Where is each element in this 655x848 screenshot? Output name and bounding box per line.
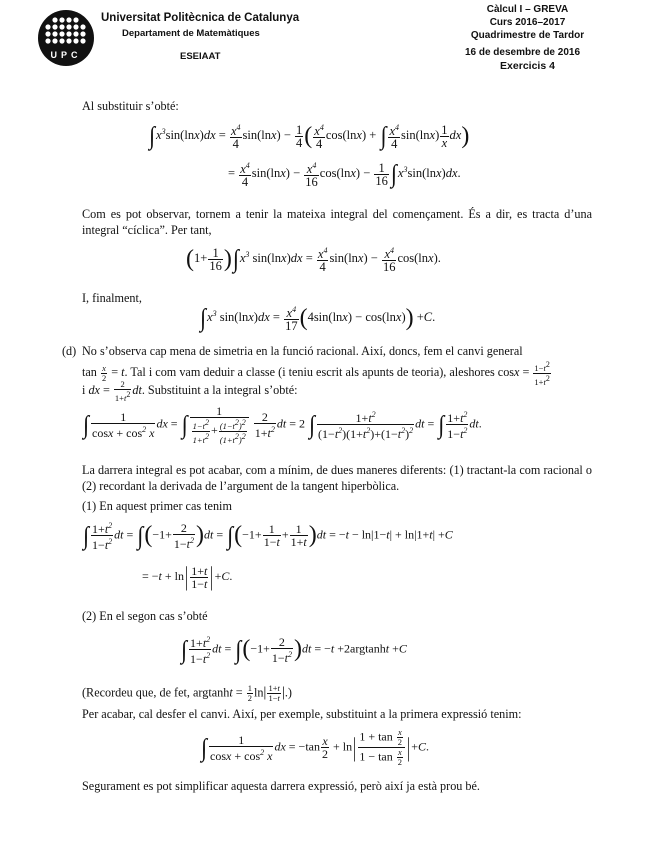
equation-1b: = $\frac{x^4}{4}$ sin(lnx) − $\frac{x^4}{16}$ cos(lnx) − $\frac{1}{16}$ $\int x^3\sin(\ln x)dx$. (228, 159, 461, 190)
paragraph-case-1: (1) En aquest primer cas tenim (82, 499, 232, 513)
school-name: ESEIAAT (180, 51, 221, 62)
svg-text:UPC: UPC (50, 50, 82, 60)
header-date: 16 de desembre de 2016 (464, 47, 581, 58)
course-year: Curs 2016–2017 (489, 17, 566, 28)
department-name: Departament de Matemàtiques (122, 28, 260, 39)
item-d-line2: tan $\frac{x}{2}$ = t. Tal i com vam deduir a classe (i teniu escrit als apunts de teoria), aleshores cosx = $\frac{1-t^2}{1+t^2}$ (82, 360, 550, 387)
equation-3: $\int x^3$ sin(lnx)dx = $\frac{x^4}{17}$ (4sin(lnx) − cos(lnx)) +C. (200, 303, 436, 334)
item-d-and: i (82, 383, 86, 398)
equation-7: ∫ $\frac{1}{\cos x + \cos^2 x}$ dx = −tan $\frac{x}{2}$ + ln| 1 + tan $\frac{x}{2}$ 1 − tan $\frac{x}{2}$ |+C. (201, 727, 430, 767)
exercise-sheet: Exercicis 4 (500, 60, 555, 72)
university-name: Universitat Politècnica de Catalunya (101, 12, 300, 24)
paragraph-closing: Segurament es pot simplificar aquesta darrera expressió, però així ja està prou bé. (82, 779, 480, 793)
recall-text-a: (Recordeu que, de fet, (82, 685, 190, 700)
course-title: Càlcul I – GREVA (486, 4, 569, 15)
item-d-line3: i dx = $\frac{2}{1+t^2}$ dt. Substituint a la integral s’obté: (82, 379, 298, 403)
item-d-text2: . Tal i com vam deduir a classe (i teniu escrit als apunts de teoria), aleshores (124, 365, 495, 380)
paragraph-cyclic: Com es pot observar, tornem a tenir la mateixa integral del començament. És a dir, es tracta d’una integral “cíclica”. Per tant, (82, 207, 592, 237)
course-term: Quadrimestre de Tardor (470, 30, 585, 41)
recall-text-b: .) (284, 685, 292, 700)
paragraph-substitution: Al substituir s’obté: (82, 99, 179, 113)
paragraph-recall: (Recordeu que, de fet, argtanht = $\frac{1}{2}$ ln| $\frac{1+t}{1-t}$ |.) (82, 683, 292, 703)
item-d-text3: . Substituint a la integral s’obté: (141, 383, 298, 398)
equation-5b: = −t + ln| $\frac{1+t}{1-t}$ |+C. (142, 562, 233, 591)
paragraph-finally: I, finalment, (82, 291, 142, 305)
equation-4: ∫ $\frac{1}{\cos x + \cos^2 x}$ dx = ∫ 1 $\frac{1-t^2}{1+t^2}$ + $\frac{(1-t^2)^2}{(1+t^2)^2}$ $\frac{2}{1+t^2}$ dt = 2 ∫ $\frac{1+t^2}{(1-t^2)(1+t^2)+(1-t^2)^2}$ dt = ∫ $\frac{1+t^2}{1-t^2}$ dt. (83, 404, 482, 445)
paragraph-two-ways: La darrera integral es pot acabar, com a mínim, de dues maneres diferents: (1) tractant-la com racional o (2) recordant la derivada de l’argument de la tangent hiperbòlica. (82, 463, 592, 493)
upc-logo (38, 10, 94, 66)
equation-6: ∫ $\frac{1+t^2}{1-t^2}$ dt = ∫(−1+ $\frac{2}{1-t^2}$ )dt = −t +2argtanht +C (181, 634, 407, 666)
item-d-line1: No s’observa cap mena de simetria en la funció racional. Així, doncs, fem el canvi general (82, 344, 523, 358)
equation-5a: ∫ $\frac{1+t^2}{1-t^2}$ dt = ∫(−1+ $\frac{2}{1-t^2}$ )dt = ∫(−1+ $\frac{1}{1-t}$ + $\frac{1}{1+t}$ )dt = −t − ln|1−t| + ln|1+t| +C (83, 520, 453, 552)
equation-1a: $\int x^3\sin(\ln x)dx$ = $\frac{x^4}{4}$ sin(lnx) − $\frac{1}{4}$ ( $\frac{x^4}{4}$ cos(lnx) + ∫ $\frac{x^4}{4}$ sin(lnx) $\frac{1}{x}$ dx) (149, 121, 470, 152)
paragraph-case-2: (2) En el segon cas s’obté (82, 609, 208, 623)
paragraph-undo-change: Per acabar, cal desfer el canvi. Així, per exemple, substituint a la primera expressió tenim: (82, 707, 522, 721)
item-d-label: (d) (62, 344, 77, 358)
equation-2: (1+ $\frac{1}{16}$ )$\int x^3$ sin(lnx)dx = $\frac{x^4}{4}$ sin(lnx) − $\frac{x^4}{16}$ cos(lnx). (186, 244, 441, 275)
